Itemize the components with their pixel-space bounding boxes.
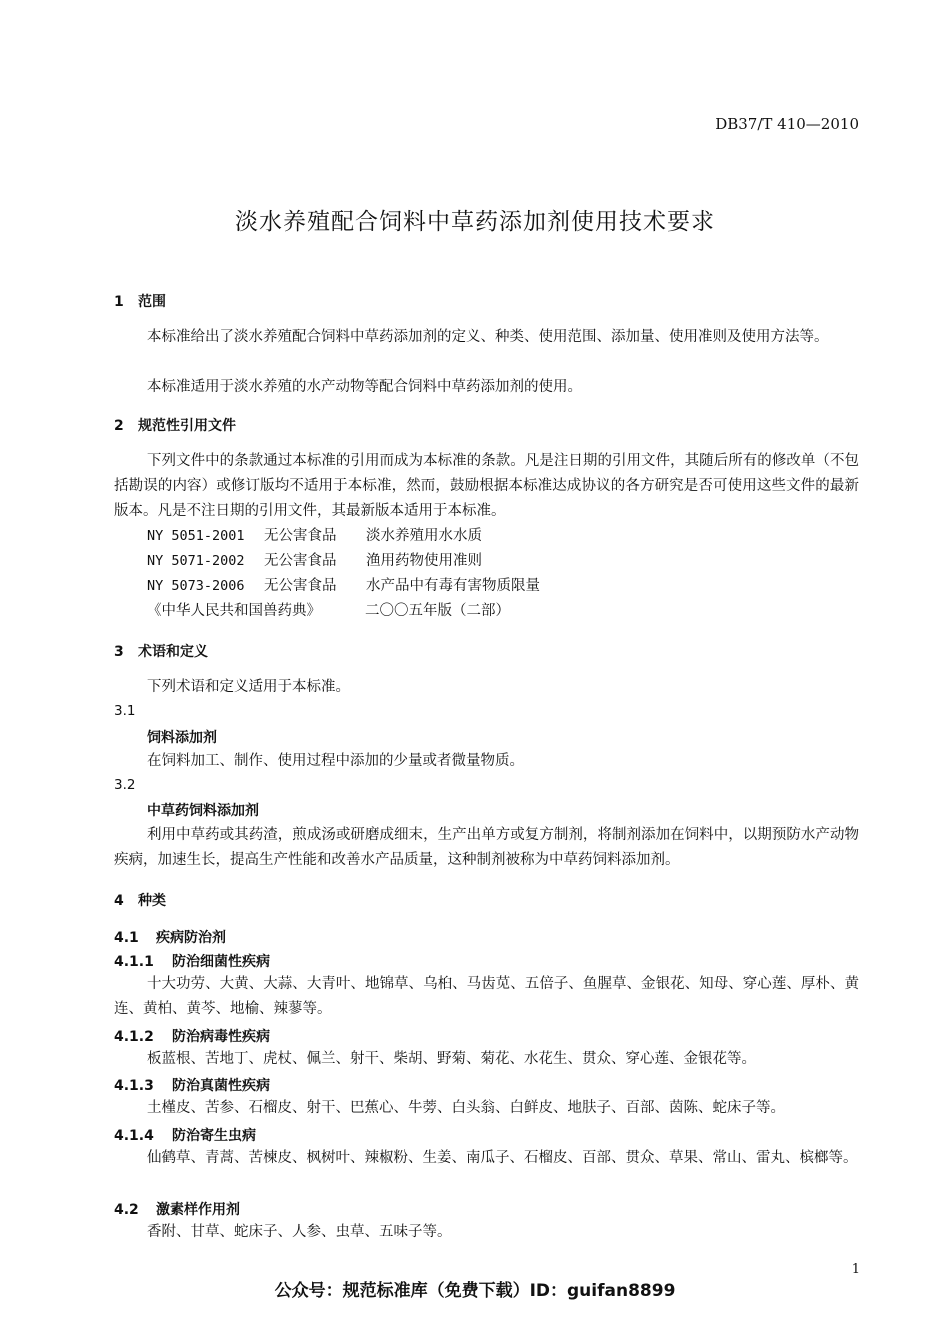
section-3-intro: 下列术语和定义适用于本标准。 xyxy=(147,679,350,695)
subsection-4-1-1-heading xyxy=(114,951,270,971)
standard-code: DB37/T 410—2010 xyxy=(715,115,859,133)
section-title: 种类 xyxy=(138,893,166,909)
subsection-number: 4.1.2 xyxy=(114,1029,154,1045)
reference-category: 无公害食品 xyxy=(264,578,337,594)
subsection-title: 防治细菌性疾病 xyxy=(172,954,270,970)
subsection-4-1-3-text: 土槿皮、苦参、石榴皮、射干、巴蕉心、牛蒡、白头翁、白鲜皮、地肤子、百部、茵陈、蛇床子等。 xyxy=(147,1100,785,1116)
section-number: 4 xyxy=(114,893,124,909)
term-definition: 利用中草药或其药渣，煎成汤或研磨成细末，生产出单方或复方制剂，将制剂添加在饲料中，以期预防水产动物疾病，加速生长，提高生产性能和改善水产品质量，这种制剂被称为中草药饲料添加剂。 xyxy=(114,827,859,868)
reference-name: 水产品中有毒有害物质限量 xyxy=(366,578,540,594)
subsection-number: 4.2 xyxy=(114,1202,139,1218)
reference-item xyxy=(147,549,482,574)
section-title: 规范性引用文件 xyxy=(138,418,236,434)
subsection-number: 4.1.3 xyxy=(114,1078,154,1094)
subsection-title: 防治真菌性疾病 xyxy=(172,1078,270,1094)
section-title: 范围 xyxy=(138,294,166,310)
reference-pharmacopoeia xyxy=(147,599,510,624)
subsection-title: 激素样作用剂 xyxy=(156,1202,240,1218)
subsection-4-2-heading xyxy=(114,1199,240,1219)
section-number: 3 xyxy=(114,644,124,660)
subsection-4-1-4-text: 仙鹤草、青蒿、苦楝皮、枫树叶、辣椒粉、生姜、南瓜子、石榴皮、百部、贯众、草果、常山、雷丸、槟榔等。 xyxy=(147,1150,858,1166)
section-1-paragraph-2: 本标准适用于淡水养殖的水产动物等配合饲料中草药添加剂的使用。 xyxy=(147,379,582,395)
subsection-4-1-2-text: 板蓝根、苦地丁、虎杖、佩兰、射干、柴胡、野菊、菊花、水花生、贯众、穿心莲、金银花等。 xyxy=(147,1051,756,1067)
section-number: 1 xyxy=(114,294,124,310)
subsection-4-2-text: 香附、甘草、蛇床子、人参、虫草、五味子等。 xyxy=(147,1224,452,1240)
page-number: 1 xyxy=(851,1262,860,1277)
subsection-title: 防治寄生虫病 xyxy=(172,1128,256,1144)
reference-code: NY 5073-2006 xyxy=(147,578,245,594)
reference-category: 无公害食品 xyxy=(264,553,337,569)
subsection-4-1-3-heading xyxy=(114,1075,270,1095)
subsection-number: 4.1.1 xyxy=(114,954,154,970)
section-1-paragraph-1: 本标准给出了淡水养殖配合饲料中草药添加剂的定义、种类、使用范围、添加量、使用准则及使用方法等。 xyxy=(147,329,829,345)
subsection-title: 疾病防治剂 xyxy=(156,930,226,946)
reference-item xyxy=(147,524,482,549)
pharmacopoeia-edition: 二〇〇五年版（二部） xyxy=(365,603,510,619)
section-2-heading xyxy=(114,415,236,435)
reference-item xyxy=(147,574,540,599)
pharmacopoeia-name: 《中华人民共和国兽药典》 xyxy=(147,603,321,619)
subsection-number: 4.1.4 xyxy=(114,1128,154,1144)
subsection-4-1-4-heading xyxy=(114,1125,256,1145)
term-definition: 在饲料加工、制作、使用过程中添加的少量或者微量物质。 xyxy=(147,753,524,769)
section-1-heading xyxy=(114,291,166,311)
section-3-heading xyxy=(114,641,208,661)
reference-code: NY 5051-2001 xyxy=(147,528,245,544)
subsection-4-1-heading xyxy=(114,927,226,947)
section-title: 术语和定义 xyxy=(138,644,208,660)
subsection-4-1-1-text: 十大功劳、大黄、大蒜、大青叶、地锦草、乌桕、马齿苋、五倍子、鱼腥草、金银花、知母、穿心莲、厚朴、黄连、黄柏、黄芩、地榆、辣蓼等。 xyxy=(114,976,859,1017)
subsection-number: 4.1 xyxy=(114,930,139,946)
reference-category: 无公害食品 xyxy=(264,528,337,544)
term-name: 饲料添加剂 xyxy=(147,730,217,746)
term-number: 3.1 xyxy=(114,703,136,719)
reference-code: NY 5071-2002 xyxy=(147,553,245,569)
term-name: 中草药饲料添加剂 xyxy=(147,803,259,819)
subsection-4-1-2-heading xyxy=(114,1026,270,1046)
page-title: 淡水养殖配合饲料中草药添加剂使用技术要求 xyxy=(235,209,715,235)
section-4-heading xyxy=(114,890,166,910)
reference-name: 渔用药物使用准则 xyxy=(366,553,482,569)
section-2-paragraph-1: 下列文件中的条款通过本标准的引用而成为本标准的条款。凡是注日期的引用文件，其随后所有的修改单（不包括勘误的内容）或修订版均不适用于本标准，然而，鼓励根据本标准达成协议的各方研究是否可使用这些文件的最新版本。凡是不注日期的引用文件，其最新版本适用于本标准。 xyxy=(114,453,859,519)
section-number: 2 xyxy=(114,418,124,434)
footer-watermark: 公众号：规范标准库（免费下载）ID：guifan8899 xyxy=(274,1281,676,1301)
reference-name: 淡水养殖用水水质 xyxy=(366,528,482,544)
subsection-title: 防治病毒性疾病 xyxy=(172,1029,270,1045)
term-number: 3.2 xyxy=(114,777,136,793)
